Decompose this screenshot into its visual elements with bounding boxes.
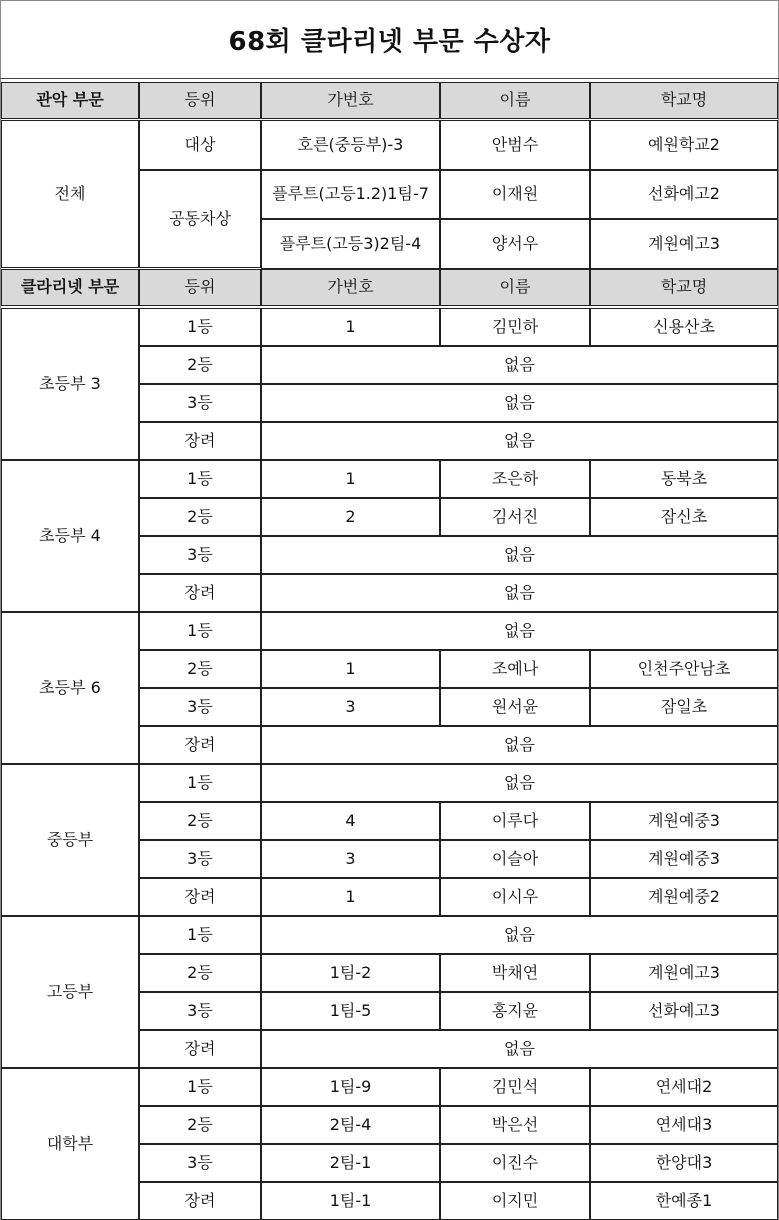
- clarinet-header-section: 클라리넷 부문: [1, 269, 139, 306]
- rank-cell: 2등: [139, 1106, 261, 1144]
- rank-cell: 1등: [139, 764, 261, 802]
- school-cell: 연세대2: [590, 1068, 778, 1106]
- name-cell: 김서진: [440, 498, 590, 536]
- rank-cell: 1등: [139, 308, 261, 346]
- rank-cell: 장려: [139, 1182, 261, 1220]
- rank-cell: 3등: [139, 688, 261, 726]
- no-winner-cell: 없음: [261, 916, 778, 954]
- rank-cell: 3등: [139, 536, 261, 574]
- brass-group-label: 전체: [1, 120, 139, 268]
- group-label: 중등부: [1, 764, 139, 916]
- number-cell: 1: [261, 308, 440, 346]
- joint-prize-school: 계원예고3: [590, 219, 778, 269]
- joint-prize-number: 플루트(고등3)2팀-4: [261, 219, 440, 269]
- rank-cell: 장려: [139, 1030, 261, 1068]
- rank-cell: 장려: [139, 574, 261, 612]
- name-cell: 이루다: [440, 802, 590, 840]
- no-winner-cell: 없음: [261, 346, 778, 384]
- school-cell: 인천주안남초: [590, 650, 778, 688]
- school-cell: 한예종1: [590, 1182, 778, 1220]
- rank-cell: 장려: [139, 726, 261, 764]
- no-winner-cell: 없음: [261, 764, 778, 802]
- clarinet-header-school: 학교명: [590, 269, 778, 306]
- name-cell: 이진수: [440, 1144, 590, 1182]
- number-cell: 3: [261, 688, 440, 726]
- rank-cell: 1등: [139, 612, 261, 650]
- school-cell: 계원예중3: [590, 840, 778, 878]
- rank-cell: 1등: [139, 916, 261, 954]
- grand-prize-rank: 대상: [139, 120, 261, 170]
- brass-header-school: 학교명: [590, 82, 778, 119]
- no-winner-cell: 없음: [261, 1030, 778, 1068]
- joint-prize-school: 선화예고2: [590, 170, 778, 219]
- no-winner-cell: 없음: [261, 536, 778, 574]
- name-cell: 김민석: [440, 1068, 590, 1106]
- joint-prize-rank: 공동차상: [139, 170, 261, 268]
- no-winner-cell: 없음: [261, 726, 778, 764]
- clarinet-header-name: 이름: [440, 269, 590, 306]
- number-cell: 1팀-2: [261, 954, 440, 992]
- school-cell: 한양대3: [590, 1144, 778, 1182]
- name-cell: 조예나: [440, 650, 590, 688]
- group-label: 초등부 4: [1, 460, 139, 612]
- number-cell: 3: [261, 840, 440, 878]
- school-cell: 계원예중3: [590, 802, 778, 840]
- rank-cell: 1등: [139, 460, 261, 498]
- number-cell: 1: [261, 650, 440, 688]
- rank-cell: 2등: [139, 650, 261, 688]
- no-winner-cell: 없음: [261, 384, 778, 422]
- joint-prize-name: 양서우: [440, 219, 590, 269]
- number-cell: 1팀-5: [261, 992, 440, 1030]
- brass-header-rank: 등위: [139, 82, 261, 119]
- name-cell: 홍지윤: [440, 992, 590, 1030]
- no-winner-cell: 없음: [261, 574, 778, 612]
- name-cell: 원서윤: [440, 688, 590, 726]
- number-cell: 4: [261, 802, 440, 840]
- rank-cell: 장려: [139, 878, 261, 916]
- school-cell: 신용산초: [590, 308, 778, 346]
- rank-cell: 2등: [139, 954, 261, 992]
- rank-cell: 3등: [139, 992, 261, 1030]
- school-cell: 선화예고3: [590, 992, 778, 1030]
- group-label: 초등부 6: [1, 612, 139, 764]
- rank-cell: 2등: [139, 802, 261, 840]
- school-cell: 동북초: [590, 460, 778, 498]
- clarinet-header-number: 가번호: [261, 269, 440, 306]
- grand-prize-school: 예원학교2: [590, 120, 778, 170]
- group-label: 초등부 3: [1, 308, 139, 460]
- group-label: 대학부: [1, 1068, 139, 1220]
- school-cell: 연세대3: [590, 1106, 778, 1144]
- school-cell: 계원예중2: [590, 878, 778, 916]
- rank-cell: 2등: [139, 346, 261, 384]
- number-cell: 1: [261, 460, 440, 498]
- school-cell: 잠신초: [590, 498, 778, 536]
- brass-header-number: 가번호: [261, 82, 440, 119]
- grand-prize-number: 호른(중등부)-3: [261, 120, 440, 170]
- number-cell: 2팀-4: [261, 1106, 440, 1144]
- name-cell: 이지민: [440, 1182, 590, 1220]
- page-title: 68회 클라리넷 부문 수상자: [228, 27, 551, 57]
- rank-cell: 3등: [139, 1144, 261, 1182]
- group-label: 고등부: [1, 916, 139, 1068]
- rank-cell: 1등: [139, 1068, 261, 1106]
- name-cell: 조은하: [440, 460, 590, 498]
- grand-prize-name: 안범수: [440, 120, 590, 170]
- clarinet-header-rank: 등위: [139, 269, 261, 306]
- number-cell: 1: [261, 878, 440, 916]
- rank-cell: 3등: [139, 840, 261, 878]
- joint-prize-name: 이재원: [440, 170, 590, 219]
- number-cell: 1팀-9: [261, 1068, 440, 1106]
- rank-cell: 3등: [139, 384, 261, 422]
- rank-cell: 2등: [139, 498, 261, 536]
- title-divider: [0, 78, 779, 79]
- name-cell: 이시우: [440, 878, 590, 916]
- number-cell: 1팀-1: [261, 1182, 440, 1220]
- name-cell: 박은선: [440, 1106, 590, 1144]
- rank-cell: 장려: [139, 422, 261, 460]
- brass-header-name: 이름: [440, 82, 590, 119]
- name-cell: 김민하: [440, 308, 590, 346]
- school-cell: 잠일초: [590, 688, 778, 726]
- no-winner-cell: 없음: [261, 422, 778, 460]
- brass-header-section: 관악 부문: [1, 82, 139, 119]
- joint-prize-number: 플루트(고등1.2)1팀-7: [261, 170, 440, 219]
- number-cell: 2: [261, 498, 440, 536]
- name-cell: 이슬아: [440, 840, 590, 878]
- name-cell: 박채연: [440, 954, 590, 992]
- number-cell: 2팀-1: [261, 1144, 440, 1182]
- no-winner-cell: 없음: [261, 612, 778, 650]
- school-cell: 계원예고3: [590, 954, 778, 992]
